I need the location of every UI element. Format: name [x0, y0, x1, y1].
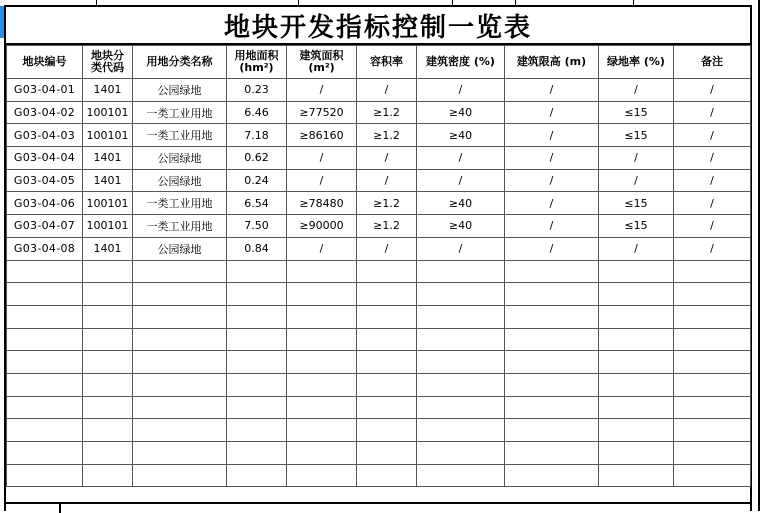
empty-cell[interactable] — [133, 419, 227, 442]
table-cell[interactable]: ≤15 — [599, 215, 674, 238]
empty-cell[interactable] — [227, 373, 287, 396]
table-cell[interactable]: ≤15 — [599, 124, 674, 147]
empty-cell[interactable] — [674, 419, 751, 442]
table-cell[interactable]: ≥78480 — [287, 192, 357, 215]
empty-cell[interactable] — [133, 305, 227, 328]
empty-cell[interactable] — [133, 260, 227, 283]
table-cell[interactable]: ≤15 — [599, 101, 674, 124]
index-table-sheet — [4, 5, 752, 511]
empty-cell[interactable] — [83, 442, 133, 465]
column-header-line: 用地分类名称 — [146, 55, 213, 68]
empty-cell[interactable] — [599, 373, 674, 396]
empty-cell[interactable] — [599, 283, 674, 306]
empty-cell[interactable] — [133, 328, 227, 351]
empty-cell[interactable] — [417, 464, 505, 487]
table-cell[interactable]: / — [287, 79, 357, 102]
empty-cell[interactable] — [417, 373, 505, 396]
table-cell[interactable]: 公园绿地 — [133, 237, 227, 260]
empty-row — [7, 328, 751, 351]
table-cell[interactable]: / — [599, 79, 674, 102]
empty-cell[interactable] — [287, 260, 357, 283]
empty-cell[interactable] — [505, 351, 599, 374]
column-header-line: 建筑限高 (m) — [516, 55, 587, 68]
column-header — [83, 46, 133, 79]
table-row — [7, 192, 751, 215]
empty-cell[interactable] — [83, 283, 133, 306]
table-cell[interactable]: ≥77520 — [287, 101, 357, 124]
empty-cell[interactable] — [505, 260, 599, 283]
empty-cell[interactable] — [417, 328, 505, 351]
empty-cell[interactable] — [674, 305, 751, 328]
empty-cell[interactable] — [674, 328, 751, 351]
empty-cell[interactable] — [227, 464, 287, 487]
empty-cell[interactable] — [7, 373, 83, 396]
empty-row — [7, 464, 751, 487]
empty-cell[interactable] — [287, 305, 357, 328]
table-cell[interactable]: ≥86160 — [287, 124, 357, 147]
table-cell[interactable]: 公园绿地 — [133, 169, 227, 192]
empty-cell[interactable] — [227, 419, 287, 442]
empty-cell[interactable] — [674, 396, 751, 419]
empty-cell[interactable] — [287, 351, 357, 374]
column-header-line: (m²) — [308, 61, 335, 74]
table-cell[interactable]: / — [287, 169, 357, 192]
table-cell[interactable]: 1401 — [83, 79, 133, 102]
table-cell[interactable]: 公园绿地 — [133, 147, 227, 170]
column-header — [674, 46, 751, 79]
empty-cell[interactable] — [83, 464, 133, 487]
empty-cell[interactable] — [599, 328, 674, 351]
empty-row — [7, 260, 751, 283]
table-cell[interactable]: / — [287, 237, 357, 260]
table-cell[interactable]: / — [674, 79, 751, 102]
empty-cell[interactable] — [83, 373, 133, 396]
column-header-line: 用地面积 — [234, 49, 279, 62]
header-row — [7, 46, 751, 79]
table-cell[interactable]: 100101 — [83, 124, 133, 147]
empty-cell[interactable] — [133, 442, 227, 465]
table-cell[interactable]: / — [505, 79, 599, 102]
table-cell[interactable]: / — [674, 237, 751, 260]
table-cell[interactable]: / — [357, 147, 417, 170]
empty-cell[interactable] — [599, 305, 674, 328]
empty-cell[interactable] — [357, 464, 417, 487]
empty-cell[interactable] — [133, 373, 227, 396]
empty-cell[interactable] — [357, 396, 417, 419]
table-cell[interactable]: / — [505, 124, 599, 147]
index-table — [6, 45, 751, 487]
empty-cell[interactable] — [357, 373, 417, 396]
table-cell[interactable]: G03-04-04 — [7, 147, 83, 170]
empty-cell[interactable] — [287, 373, 357, 396]
column-header-line: 地块分 — [91, 49, 124, 62]
empty-cell[interactable] — [83, 351, 133, 374]
empty-row — [7, 305, 751, 328]
table-cell[interactable]: 100101 — [83, 215, 133, 238]
empty-cell[interactable] — [287, 464, 357, 487]
empty-cell[interactable] — [674, 351, 751, 374]
empty-cell[interactable] — [7, 419, 83, 442]
table-cell[interactable]: 0.24 — [227, 169, 287, 192]
table-cell[interactable]: / — [674, 147, 751, 170]
table-cell[interactable]: / — [505, 215, 599, 238]
empty-cell[interactable] — [674, 442, 751, 465]
empty-cell[interactable] — [505, 442, 599, 465]
column-header — [133, 46, 227, 79]
empty-cell[interactable] — [674, 260, 751, 283]
empty-cell[interactable] — [287, 419, 357, 442]
empty-cell[interactable] — [417, 283, 505, 306]
empty-cell[interactable] — [7, 396, 83, 419]
empty-cell[interactable] — [505, 373, 599, 396]
empty-cell[interactable] — [599, 396, 674, 419]
empty-cell[interactable] — [357, 283, 417, 306]
empty-cell[interactable] — [7, 328, 83, 351]
table-cell[interactable]: / — [505, 147, 599, 170]
table-cell[interactable]: ≤15 — [599, 192, 674, 215]
empty-cell[interactable] — [417, 305, 505, 328]
table-cell[interactable]: / — [674, 169, 751, 192]
table-cell[interactable]: 0.23 — [227, 79, 287, 102]
empty-cell[interactable] — [7, 260, 83, 283]
empty-row — [7, 396, 751, 419]
table-cell[interactable]: G03-04-01 — [7, 79, 83, 102]
table-cell[interactable]: 7.18 — [227, 124, 287, 147]
table-row — [7, 101, 751, 124]
empty-cell[interactable] — [357, 305, 417, 328]
table-cell[interactable]: 一类工业用地 — [133, 192, 227, 215]
empty-cell[interactable] — [599, 351, 674, 374]
empty-cell[interactable] — [599, 464, 674, 487]
table-cell[interactable]: / — [505, 169, 599, 192]
table-cell[interactable]: G03-04-03 — [7, 124, 83, 147]
column-header-line: (hm²) — [239, 61, 274, 74]
empty-cell[interactable] — [7, 464, 83, 487]
column-header-line: 备注 — [701, 55, 723, 68]
empty-cell[interactable] — [417, 351, 505, 374]
empty-cell[interactable] — [417, 396, 505, 419]
table-cell[interactable]: G03-04-06 — [7, 192, 83, 215]
empty-cell[interactable] — [505, 419, 599, 442]
empty-cell[interactable] — [674, 373, 751, 396]
empty-cell[interactable] — [83, 419, 133, 442]
empty-cell[interactable] — [83, 305, 133, 328]
table-cell[interactable]: 100101 — [83, 101, 133, 124]
empty-cell[interactable] — [357, 328, 417, 351]
empty-cell[interactable] — [83, 328, 133, 351]
table-cell[interactable]: ≥40 — [417, 192, 505, 215]
empty-cell[interactable] — [7, 351, 83, 374]
table-row — [7, 79, 751, 102]
empty-cell[interactable] — [133, 464, 227, 487]
table-cell[interactable]: / — [674, 101, 751, 124]
empty-cell[interactable] — [227, 305, 287, 328]
table-cell[interactable]: 1401 — [83, 169, 133, 192]
table-body — [7, 79, 751, 487]
empty-cell[interactable] — [599, 260, 674, 283]
table-cell[interactable]: ≥1.2 — [357, 192, 417, 215]
table-cell[interactable]: 6.54 — [227, 192, 287, 215]
column-header-line: 建筑面积 — [299, 49, 344, 62]
empty-cell[interactable] — [674, 283, 751, 306]
empty-cell[interactable] — [505, 328, 599, 351]
column-header-line: 建筑密度 (%) — [426, 55, 495, 68]
table-cell[interactable]: / — [287, 147, 357, 170]
table-cell[interactable]: 1401 — [83, 237, 133, 260]
table-row — [7, 215, 751, 238]
table-cell[interactable]: / — [674, 124, 751, 147]
empty-cell[interactable] — [599, 419, 674, 442]
empty-cell[interactable] — [287, 283, 357, 306]
table-title: 地块开发指标控制一览表 — [6, 7, 750, 45]
empty-row — [7, 283, 751, 306]
table-cell[interactable]: 100101 — [83, 192, 133, 215]
empty-cell[interactable] — [357, 419, 417, 442]
column-header — [357, 46, 417, 79]
column-header — [417, 46, 505, 79]
table-cell[interactable]: / — [505, 101, 599, 124]
empty-cell[interactable] — [7, 442, 83, 465]
empty-row — [7, 373, 751, 396]
table-cell[interactable]: ≥40 — [417, 101, 505, 124]
empty-cell[interactable] — [357, 442, 417, 465]
table-cell[interactable]: ≥40 — [417, 215, 505, 238]
table-cell[interactable]: / — [505, 192, 599, 215]
empty-cell[interactable] — [357, 260, 417, 283]
table-cell[interactable]: / — [417, 237, 505, 260]
empty-cell[interactable] — [83, 260, 133, 283]
empty-cell[interactable] — [287, 442, 357, 465]
empty-cell[interactable] — [7, 305, 83, 328]
table-cell[interactable]: 7.50 — [227, 215, 287, 238]
empty-row — [7, 351, 751, 374]
column-header-line: 绿地率 (%) — [607, 55, 665, 68]
table-cell[interactable]: / — [599, 147, 674, 170]
table-cell[interactable]: G03-04-08 — [7, 237, 83, 260]
empty-cell[interactable] — [227, 396, 287, 419]
table-cell[interactable]: / — [357, 237, 417, 260]
table-cell[interactable]: / — [674, 192, 751, 215]
empty-cell[interactable] — [417, 419, 505, 442]
table-cell[interactable]: / — [357, 169, 417, 192]
column-header-line: 容积率 — [370, 55, 403, 68]
table-cell[interactable]: 一类工业用地 — [133, 101, 227, 124]
table-cell[interactable]: G03-04-02 — [7, 101, 83, 124]
empty-cell[interactable] — [505, 464, 599, 487]
empty-cell[interactable] — [227, 283, 287, 306]
empty-cell[interactable] — [227, 328, 287, 351]
empty-cell[interactable] — [287, 328, 357, 351]
sheet-footer — [4, 502, 752, 511]
empty-cell[interactable] — [599, 442, 674, 465]
empty-cell[interactable] — [287, 396, 357, 419]
empty-cell[interactable] — [7, 283, 83, 306]
empty-cell[interactable] — [133, 396, 227, 419]
empty-cell[interactable] — [227, 442, 287, 465]
table-cell[interactable]: ≥1.2 — [357, 124, 417, 147]
sheet-right-border — [758, 0, 760, 511]
table-cell[interactable]: 公园绿地 — [133, 79, 227, 102]
column-header — [505, 46, 599, 79]
table-cell[interactable]: / — [417, 147, 505, 170]
column-header — [7, 46, 83, 79]
empty-cell[interactable] — [674, 464, 751, 487]
empty-cell[interactable] — [227, 351, 287, 374]
empty-cell[interactable] — [505, 283, 599, 306]
column-header — [287, 46, 357, 79]
empty-cell[interactable] — [133, 351, 227, 374]
table-cell[interactable]: / — [417, 169, 505, 192]
empty-cell[interactable] — [83, 396, 133, 419]
table-cell[interactable]: 6.46 — [227, 101, 287, 124]
empty-cell[interactable] — [133, 283, 227, 306]
table-cell[interactable]: ≥40 — [417, 124, 505, 147]
table-row — [7, 237, 751, 260]
empty-row — [7, 442, 751, 465]
table-row — [7, 169, 751, 192]
table-cell[interactable]: 一类工业用地 — [133, 124, 227, 147]
table-cell[interactable]: / — [674, 215, 751, 238]
table-cell[interactable]: / — [417, 79, 505, 102]
column-header — [599, 46, 674, 79]
table-cell[interactable]: / — [357, 79, 417, 102]
table-row — [7, 147, 751, 170]
empty-row — [7, 419, 751, 442]
table-cell[interactable]: 0.84 — [227, 237, 287, 260]
table-cell[interactable]: ≥1.2 — [357, 215, 417, 238]
table-cell[interactable]: / — [599, 237, 674, 260]
table-cell[interactable]: ≥90000 — [287, 215, 357, 238]
table-row — [7, 124, 751, 147]
column-header-line: 地块编号 — [22, 55, 67, 68]
empty-cell[interactable] — [417, 442, 505, 465]
table-cell[interactable]: 0.62 — [227, 147, 287, 170]
empty-cell[interactable] — [417, 260, 505, 283]
table-cell[interactable]: ≥1.2 — [357, 101, 417, 124]
column-header-line: 类代码 — [91, 61, 124, 74]
empty-cell[interactable] — [505, 396, 599, 419]
table-cell[interactable]: / — [599, 169, 674, 192]
table-cell[interactable]: 一类工业用地 — [133, 215, 227, 238]
column-header — [227, 46, 287, 79]
empty-cell[interactable] — [227, 260, 287, 283]
table-cell[interactable]: G03-04-05 — [7, 169, 83, 192]
empty-cell[interactable] — [357, 351, 417, 374]
table-cell[interactable]: G03-04-07 — [7, 215, 83, 238]
table-cell[interactable]: 1401 — [83, 147, 133, 170]
footer-divider — [59, 504, 61, 513]
table-cell[interactable]: / — [505, 237, 599, 260]
empty-cell[interactable] — [505, 305, 599, 328]
